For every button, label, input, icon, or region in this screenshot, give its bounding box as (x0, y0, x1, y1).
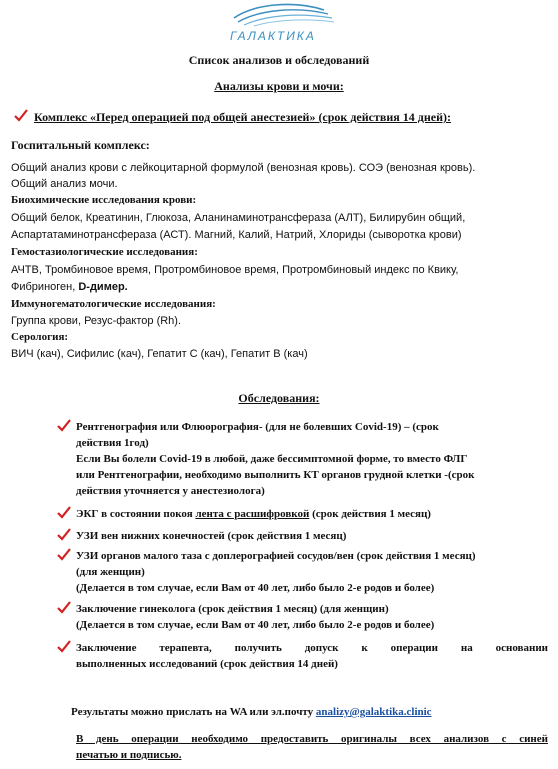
xray-line-5: действия уточняется у анестезиолога) (76, 485, 265, 497)
results-line (71, 706, 432, 718)
ecg-text-c: (срок действия 1 месяц) (309, 508, 431, 520)
biochem-line-1: Общий белок, Креатинин, Глюкоза, Аланинаминотрансфераза (АЛТ), Билирубин общий, (11, 212, 466, 224)
checkmark-icon (14, 109, 27, 122)
final-line-1: В день операции необходимо предоставить оригиналы всех анализов с синей (76, 733, 548, 745)
xray-item (76, 419, 548, 499)
general-analysis-line-2: Общий анализ мочи. (11, 178, 118, 190)
hospital-complex-heading: Госпитальный комплекс: (11, 138, 150, 152)
xray-line-4: или Рентгенографии, необходимо выполнить КТ органов грудной клетки -(срок (76, 469, 475, 481)
logo-waves-icon (224, 2, 344, 28)
hemostasis-heading: Гемостазиологические исследования: (11, 246, 198, 258)
ecg-text-a: ЭКГ в состоянии покоя (76, 508, 196, 520)
results-text: Результаты можно прислать на WA или эл.почту (71, 706, 316, 718)
checkmark-icon (57, 601, 70, 614)
hemostasis-line-2 (11, 279, 551, 295)
logo-text: ГАЛАКТИКА (230, 29, 316, 43)
ecg-item (76, 506, 548, 522)
checkmark-icon (57, 640, 70, 653)
xray-line-2: действия 1год) (76, 437, 149, 449)
checkmark-icon (57, 528, 70, 541)
section-exams-title: Обследования: (238, 391, 320, 405)
complex-anesthesia-line: Комплекс «Перед операцией под общей анестезией» (срок действия 14 дней): (34, 110, 451, 124)
checkmark-icon (57, 548, 70, 561)
hemostasis-line-2-text: Фибриноген, (11, 281, 79, 293)
gyn-line-2: (Делается в том случае, если Вам от 40 лет, либо было 2-е родов и более) (76, 619, 435, 631)
ther-line-2: выполненных исследований (срок действия 14 дней) (76, 658, 338, 670)
therapist-item (76, 640, 548, 672)
ther-line-1: Заключение терапевта, получить допуск к операции на основании (76, 642, 548, 654)
serology-heading: Серология: (11, 331, 69, 343)
immuno-line: Группа крови, Резус-фактор (Rh). (11, 315, 182, 327)
biochem-line-2: Аспартатаминотрансфераза (АСТ). Магний, Калий, Натрий, Хлориды (сыворотка крови) (11, 229, 462, 241)
final-line-2: печатью и подписью. (76, 749, 182, 761)
checkmark-icon (57, 419, 70, 432)
section-blood-urine-title: Анализы крови и мочи: (214, 79, 344, 93)
xray-line-1: Рентгенография или Флюорография- (для не болевших Covid-19) – (срок (76, 421, 439, 433)
ecg-text-underlined: лента с расшифровкой (195, 508, 310, 520)
uzi-pelvis-line-2: (для женщин) (76, 566, 145, 578)
uzi-pelvis-line-1: УЗИ органов малого таза с доплерографией сосудов/вен (срок действия 1 месяц) (76, 550, 476, 562)
checkmark-icon (57, 506, 70, 519)
uzi-pelvis-item (76, 548, 548, 596)
uzi-pelvis-line-3: (Делается в том случае, если Вам от 40 лет, либо было 2-е родов и более) (76, 582, 435, 594)
gynecologist-item (76, 601, 548, 633)
general-analysis-line-1: Общий анализ крови с лейкоцитарной формулой (венозная кровь). СОЭ (венозная кровь). (11, 162, 476, 174)
d-dimer-text: D-димер. (78, 281, 128, 293)
document-title: Список анализов и обследований (188, 53, 370, 67)
email-link[interactable]: analizy@galaktika.clinic (315, 706, 432, 718)
xray-line-3: Если Вы болели Covid-19 в любой, даже бессимптомной форме, то вместо ФЛГ (76, 453, 468, 465)
serology-line: ВИЧ (кач), Сифилис (кач), Гепатит С (кач), Гепатит В (кач) (11, 348, 308, 360)
hemostasis-line-1: АЧТВ, Тромбиновое время, Протромбиновое время, Протромбиновый индекс по Квику, (11, 264, 459, 276)
final-note (76, 731, 548, 763)
gyn-line-1: Заключение гинеколога (срок действия 1 месяц) (для женщин) (76, 603, 389, 615)
biochem-heading: Биохимические исследования крови: (11, 194, 197, 206)
immuno-heading: Иммуногематологические исследования: (11, 298, 216, 310)
clinic-logo (220, 2, 350, 48)
uzi-veins-item: УЗИ вен нижних конечностей (срок действия 1 месяц) (76, 530, 347, 542)
